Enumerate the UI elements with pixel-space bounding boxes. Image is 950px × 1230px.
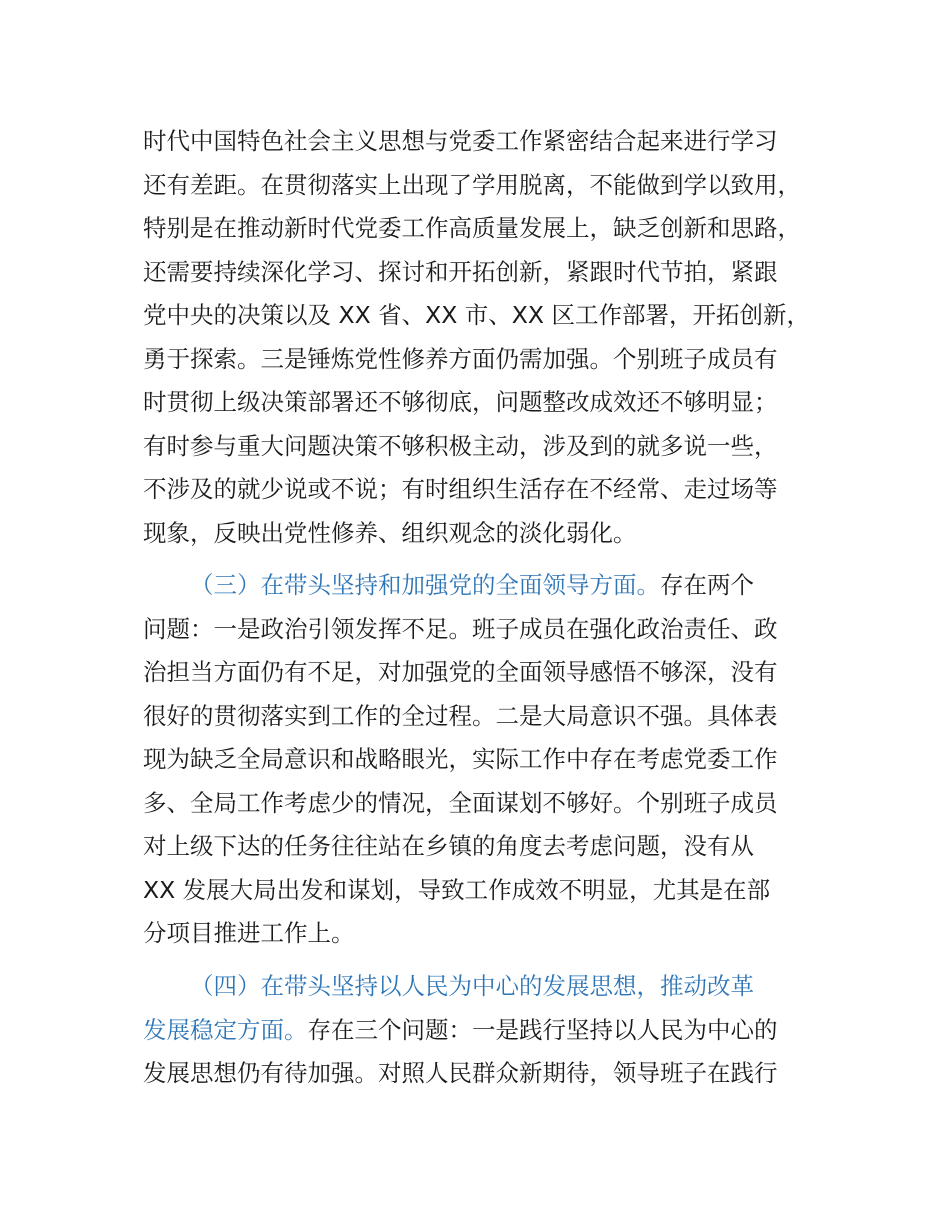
line-text: 对上级下达的任务往往站在乡镇的角度去考虑问题，没有从 bbox=[143, 832, 754, 860]
line-text: 时贯彻上级决策部署还不够彻底，问题整改成效还不够明显； bbox=[143, 388, 778, 416]
line-text: 不涉及的就少说或不说；有时组织生活存在不经常、走过场等 bbox=[143, 475, 778, 503]
text-line bbox=[143, 608, 843, 652]
line-text: 现象，反映出党性修养、组织观念的淡化弱化。 bbox=[143, 518, 637, 547]
line-text: 还需要持续深化学习、探讨和开拓创新，紧跟时代节拍，紧跟 bbox=[143, 257, 778, 286]
line-text: 时代中国特色社会主义思想与党委工作紧密结合起来进行学习 bbox=[143, 127, 778, 155]
line-text: 现为缺乏全局意识和战略眼光，实际工作中存在考虑党委工作 bbox=[143, 745, 778, 773]
line-text: 分项目推进工作上。 bbox=[143, 919, 355, 947]
section-heading: （三）在带头坚持和加强党的全面领导方面。 bbox=[190, 571, 660, 599]
line-text: XX 发展大局出发和谋划，导致工作成效不明显，尤其是在部 bbox=[143, 875, 771, 904]
text-line bbox=[143, 1052, 843, 1096]
text-line bbox=[143, 512, 843, 556]
text-line bbox=[143, 825, 843, 869]
line-text: 有时参与重大问题决策不够积极主动，涉及到的就多说一些， bbox=[143, 431, 778, 460]
line-text: 还有差距。在贯彻落实上出现了学用脱离，不能做到学以致用， bbox=[143, 170, 801, 199]
text-line bbox=[143, 564, 843, 608]
line-text: 很好的贯彻落实到工作的全过程。二是大局意识不强。具体表 bbox=[143, 701, 778, 730]
text-line bbox=[143, 1009, 843, 1053]
text-line bbox=[143, 425, 843, 469]
text-line bbox=[143, 965, 843, 1009]
text-line bbox=[143, 695, 843, 739]
line-text: 问题：一是政治引领发挥不足。班子成员在强化政治责任、政 bbox=[143, 614, 778, 643]
paragraph-3 bbox=[143, 965, 843, 1096]
line-text: 党中央的决策以及 XX 省、XX 市、XX 区工作部署，开拓创新， bbox=[143, 301, 810, 329]
line-text: 发展思想仍有待加强。对照人民群众新期待，领导班子在践行 bbox=[143, 1059, 778, 1087]
line-text: 存在两个 bbox=[660, 571, 754, 599]
section-heading: 发展稳定方面。 bbox=[143, 1015, 308, 1044]
text-line bbox=[143, 164, 843, 208]
text-line bbox=[143, 912, 843, 956]
line-text: 特别是在推动新时代党委工作高质量发展上，缺乏创新和思路， bbox=[143, 214, 801, 242]
line-text: 多、全局工作考虑少的情况，全面谋划不够好。个别班子成员 bbox=[143, 788, 778, 817]
text-line bbox=[143, 782, 843, 826]
text-line bbox=[143, 381, 843, 425]
text-line bbox=[143, 651, 843, 695]
text-line bbox=[143, 207, 843, 251]
line-text: 勇于探索。三是锤炼党性修养方面仍需加强。个别班子成员有 bbox=[143, 344, 778, 373]
text-line bbox=[143, 120, 843, 164]
text-line bbox=[143, 338, 843, 382]
text-line bbox=[143, 738, 843, 782]
text-line bbox=[143, 294, 843, 338]
line-text: 治担当方面仍有不足，对加强党的全面领导感悟不够深，没有 bbox=[143, 658, 778, 686]
text-line bbox=[143, 251, 843, 295]
text-line bbox=[143, 869, 843, 913]
section-heading: （四）在带头坚持以人民为中心的发展思想，推动改革 bbox=[190, 972, 754, 1000]
text-line bbox=[143, 468, 843, 512]
paragraph-1 bbox=[143, 120, 843, 555]
line-text: 存在三个问题：一是践行坚持以人民为中心的 bbox=[307, 1015, 778, 1044]
paragraph-2 bbox=[143, 564, 843, 956]
